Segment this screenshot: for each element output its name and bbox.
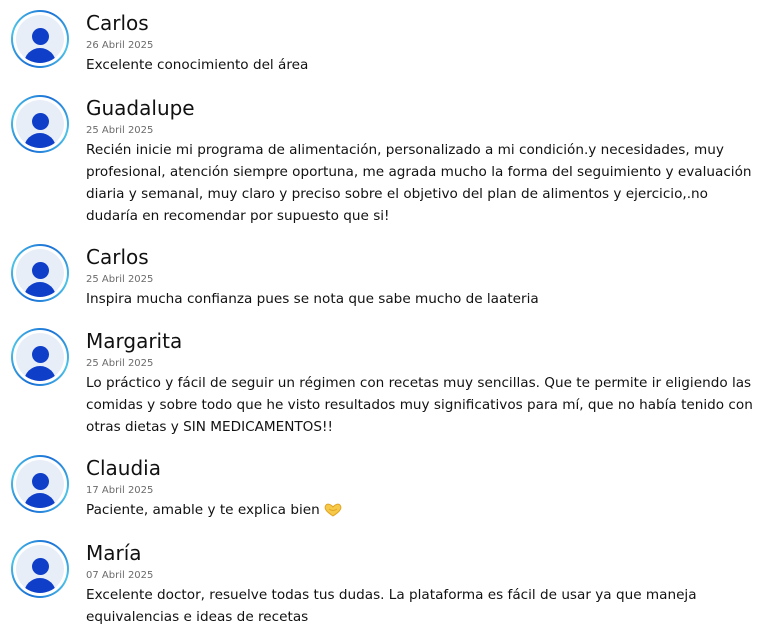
review-text-body: Paciente, amable y te explica bien <box>86 502 320 518</box>
reviewer-name: Claudia <box>86 456 161 480</box>
review-date: 07 Abril 2025 <box>86 570 154 581</box>
review-text: Excelente conocimiento del área <box>86 57 309 73</box>
review-text: Lo práctico y fácil de seguir un régimen con recetas muy sencillas. Que te permite ir eligiendo las comidas y sobre todo que he visto resultados muy significativos para mí, que no había tenido con otras dietas y SIN MEDICAMENTOS!! <box>86 375 753 435</box>
reviewer-name: Carlos <box>86 245 149 269</box>
avatar <box>11 95 69 153</box>
review-date: 25 Abril 2025 <box>86 125 154 136</box>
reviewer-name: Guadalupe <box>86 96 195 120</box>
user-icon <box>16 15 64 63</box>
user-icon <box>16 333 64 381</box>
avatar <box>11 244 69 302</box>
reviewer-name: Carlos <box>86 11 149 35</box>
review-date: 17 Abril 2025 <box>86 485 154 496</box>
reviewer-name: Margarita <box>86 329 183 353</box>
avatar <box>11 10 69 68</box>
user-icon <box>16 100 64 148</box>
avatar <box>11 540 69 598</box>
review-text: Inspira mucha confianza pues se nota que sabe mucho de laateria <box>86 291 539 307</box>
user-icon <box>16 249 64 297</box>
reviewer-name: María <box>86 541 142 565</box>
review-date: 25 Abril 2025 <box>86 274 154 285</box>
review-text: Recién inicie mi programa de alimentación, personalizado a mi condición.y necesidades, muy profesional, atención siempre oportuna, me agrada mucho la forma del seguimiento y evaluación diaria y semanal, muy claro y preciso sobre el objetivo del plan de alimentos y ejercicio,.no dudaría en recomendar por supuesto que si! <box>86 142 752 224</box>
review-text: Excelente doctor, resuelve todas tus dudas. La plataforma es fácil de usar ya que maneja equivalencias e ideas de recetas <box>86 587 697 625</box>
review-date: 25 Abril 2025 <box>86 358 154 369</box>
avatar <box>11 328 69 386</box>
user-icon <box>16 545 64 593</box>
user-icon <box>16 460 64 508</box>
review-date: 26 Abril 2025 <box>86 40 154 51</box>
heart-hands-icon <box>324 502 342 524</box>
avatar <box>11 455 69 513</box>
review-text <box>86 499 758 524</box>
